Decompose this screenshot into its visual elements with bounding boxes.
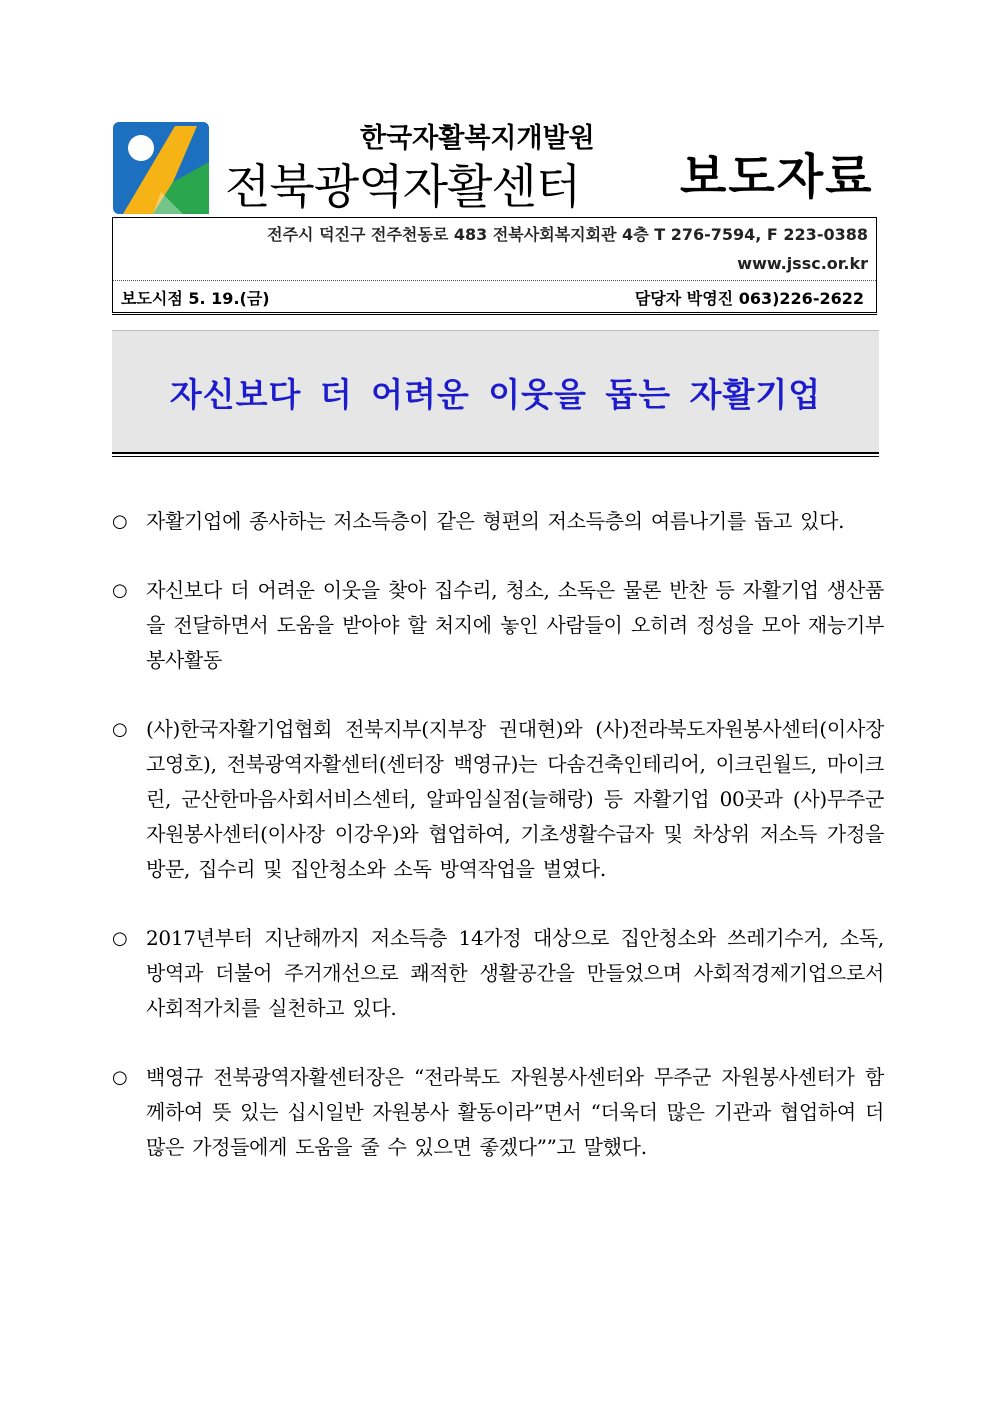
- divider: [112, 456, 879, 457]
- org-parent-name: 한국자활복지개발원: [360, 123, 595, 154]
- paragraph: [112, 1060, 884, 1165]
- headline: 자신보다 더 어려운 이웃을 돕는 자활기업: [169, 375, 822, 414]
- headline-box: [112, 330, 879, 452]
- contact-info-box: [112, 217, 877, 313]
- divider: [112, 314, 877, 315]
- address: 전주시 덕진구 전주천동로 483 전북사회복지회관 4층 T 276-7594, F 223-0388: [267, 225, 868, 244]
- release-date: 보도시점 5. 19.(금): [121, 289, 270, 308]
- paragraph: [112, 712, 884, 887]
- website: www.jssc.or.kr: [737, 254, 868, 273]
- paragraph-text: 2017년부터 지난해까지 저소득층 14가정 대상으로 집안청소와 쓰레기수거, 소독, 방역과 더불어 주거개선으로 쾌적한 생활공간을 만들었으며 사회적경제기업으로서 사회적가치를 실천하고 있다.: [146, 926, 884, 1020]
- paragraph-text: 자신보다 더 어려운 이웃을 찾아 집수리, 청소, 소독은 물론 반찬 등 자활기업 생산품을 전달하면서 도움을 받아야 할 처지에 놓인 사람들이 오히려 정성을 모아 재능기부 봉사활동: [146, 578, 884, 672]
- circle-bullet-icon: ○: [112, 1067, 128, 1088]
- paragraph: [112, 921, 884, 1026]
- paragraph: [112, 504, 884, 539]
- circle-bullet-icon: ○: [112, 928, 128, 949]
- center-logo: [113, 122, 209, 214]
- paragraph-text: (사)한국자활기업협회 전북지부(지부장 권대현)와 (사)전라북도자원봉사센터(이사장 고영호), 전북광역자활센터(센터장 백영규)는 다솜건축인테리어, 이크린월드, 마이크린, 군산한마음사회서비스센터, 알파임실점(늘해랑) 등 자활기업 00곳과 (사)무주군자원봉사센터(이사장 이강우)와 협업하여, 기초생활수급자 및 차상위 저소득 가정을 방문, 집수리 및 집안청소와 소독 방역작업을 벌였다.: [146, 717, 884, 881]
- paragraph-text: 백영규 전북광역자활센터장은 “전라북도 자원봉사센터와 무주군 자원봉사센터가 함께하여 뜻 있는 십시일반 자원봉사 활동이라”면서 “더욱더 많은 기관과 협업하여 더 많은 가정들에게 도움을 줄 수 있으면 좋겠다””고 말했다.: [146, 1065, 884, 1159]
- divider: [113, 280, 876, 281]
- circle-bullet-icon: ○: [112, 719, 128, 740]
- paragraph: [112, 573, 884, 678]
- article-body: [112, 504, 884, 1199]
- paragraph-text: 자활기업에 종사하는 저소득층이 같은 형편의 저소득층의 여름나기를 돕고 있다.: [146, 509, 845, 533]
- org-name: 전북광역자활센터: [225, 160, 581, 215]
- press-release-label: 보도자료: [680, 149, 874, 205]
- circle-bullet-icon: ○: [112, 580, 128, 601]
- contact-person: 담당자 박영진 063)226-2622: [634, 289, 864, 308]
- divider: [112, 452, 879, 454]
- circle-bullet-icon: ○: [112, 511, 128, 532]
